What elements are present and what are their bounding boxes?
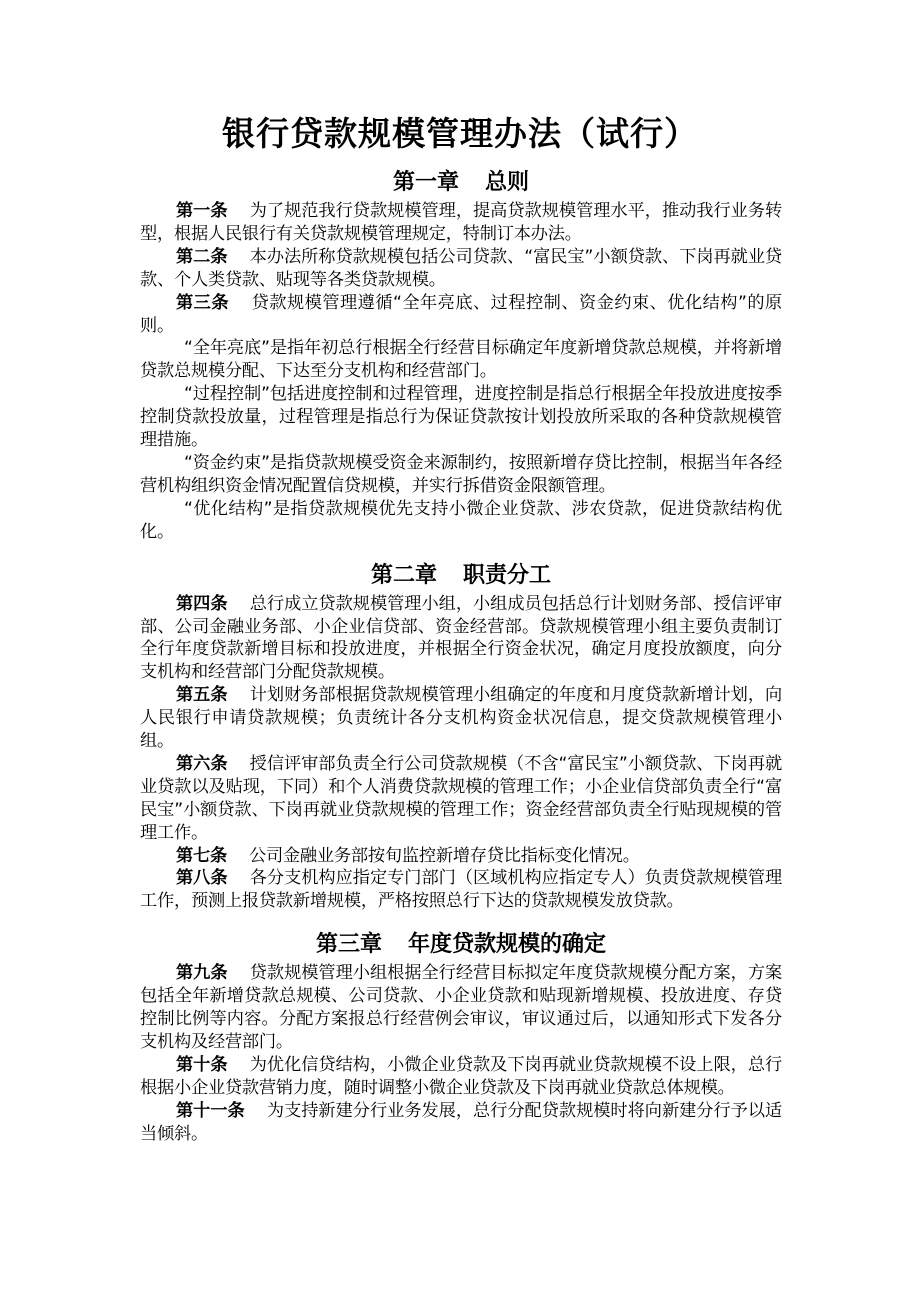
principle-paragraph: “资金约束”是指贷款规模受资金来源制约，按照新增存贷比控制，根据当年各经营机构组织资金情况配置信贷规模，并实行拆借资金限额管理。 — [140, 452, 782, 496]
article-text: 为支持新建分行业务发展，总行分配贷款规模时将向新建分行予以适当倾斜。 — [140, 1100, 782, 1144]
document-body — [140, 166, 782, 1146]
principle-paragraph: “优化结构”是指贷款规模优先支持小微企业贷款、涉农贷款，促进贷款结构优化。 — [140, 498, 782, 542]
chapter-2 — [140, 559, 782, 914]
article-6 — [140, 753, 782, 845]
article-label: 第九条 — [176, 963, 228, 984]
article-text: 公司金融业务部按旬监控新增存贷比指标变化情况。 — [248, 845, 640, 866]
article-2 — [140, 246, 782, 292]
article-text: 本办法所称贷款规模包括公司贷款、“富民宝”小额贷款、下岗再就业贷款、个人类贷款、贴现等各类贷款规模。 — [140, 246, 782, 290]
chapter-1 — [140, 166, 782, 544]
article-text: 授信评审部负责全行公司贷款规模（不含“富民宝”小额贷款、下岗再就业贷款以及贴现，下同）和个人消费贷款规模的管理工作；小企业信贷部负责全行“富民宝”小额贷款、下岗再就业贷款规模的管理工作；资金经营部负责全行贴现规模的管理工作。 — [140, 753, 782, 843]
chapter-heading — [140, 166, 782, 200]
article-5 — [140, 684, 782, 753]
chapter-number: 第三章 — [315, 932, 382, 958]
principle-paragraph: “全年亮底”是指年初总行根据全行经营目标确定年度新增贷款总规模，并将新增贷款总规模分配、下达至分支机构和经营部门。 — [140, 338, 782, 382]
chapter-number: 第一章 — [392, 170, 459, 195]
article-label: 第一条 — [176, 201, 228, 221]
article-label: 第十一条 — [176, 1100, 245, 1121]
article-text: 为了规范我行贷款规模管理，提高贷款规模管理水平，推动我行业务转型，根据人民银行有关贷款规模管理规定，特制订本办法。 — [140, 201, 782, 244]
article-text: 总行成立贷款规模管理小组，小组成员包括总行计划财务部、授信评审部、公司金融业务部、小企业信贷部、资金经营部。贷款规模管理小组主要负责制订全行年度贷款新增目标和投放进度，并根据全行资金状况，确定月度投放额度，向分支机构和经营部门分配贷款规模。 — [140, 593, 782, 683]
article-label: 第八条 — [176, 868, 228, 889]
chapter-heading — [140, 928, 782, 962]
chapter-number: 第二章 — [370, 562, 437, 588]
article-label: 第三条 — [176, 292, 229, 313]
chapter-subtitle: 总则 — [485, 170, 530, 195]
article-9 — [140, 962, 782, 1054]
article-7 — [140, 845, 782, 868]
article-3 — [140, 292, 782, 338]
article-label: 第六条 — [176, 753, 228, 774]
chapter-subtitle: 职责分工 — [463, 562, 552, 588]
article-text: 各分支机构应指定专门部门（区域机构应指定专人）负责贷款规模管理工作，预测上报贷款新增规模，严格按照总行下达的贷款规模发放贷款。 — [140, 868, 782, 912]
article-text: 为优化信贷结构，小微企业贷款及下岗再就业贷款规模不设上限，总行根据小企业贷款营销力度，随时调整小微企业贷款及下岗再就业贷款总体规模。 — [140, 1054, 782, 1098]
article-11 — [140, 1100, 782, 1146]
article-label: 第二条 — [176, 246, 228, 267]
article-label: 第四条 — [176, 593, 228, 614]
chapter-subtitle: 年度贷款规模的确定 — [408, 932, 607, 958]
article-text: 计划财务部根据贷款规模管理小组确定的年度和月度贷款新增计划，向人民银行申请贷款规模；负责统计各分支机构资金状况信息，提交贷款规模管理小组。 — [140, 685, 782, 752]
article-label: 第十条 — [176, 1054, 228, 1075]
article-8 — [140, 867, 782, 913]
chapter-3 — [140, 928, 782, 1145]
article-text: 贷款规模管理小组根据全行经营目标拟定年度贷款规模分配方案，方案包括全年新增贷款总规模、公司贷款、小企业贷款和贴现新增规模、投放进度、存贷控制比例等内容。分配方案报总行经营例会审议，审议通过后，以通知形式下发各分支机构及经营部门。 — [140, 963, 782, 1052]
article-10 — [140, 1054, 782, 1100]
article-4 — [140, 593, 782, 685]
document-title: 银行贷款规模管理办法（试行） — [222, 114, 698, 153]
article-label: 第五条 — [176, 685, 228, 706]
chapter-heading — [140, 559, 782, 593]
article-1 — [140, 200, 782, 246]
principle-paragraph: “过程控制”包括进度控制和过程管理，进度控制是指总行根据全年投放进度按季控制贷款投放量，过程管理是指总行为保证贷款按计划投放所采取的各种贷款规模管理措施。 — [140, 384, 782, 451]
article-label: 第七条 — [176, 845, 227, 866]
article-text: 贷款规模管理遵循“全年亮底、过程控制、资金约束、优化结构”的原则。 — [140, 292, 782, 336]
